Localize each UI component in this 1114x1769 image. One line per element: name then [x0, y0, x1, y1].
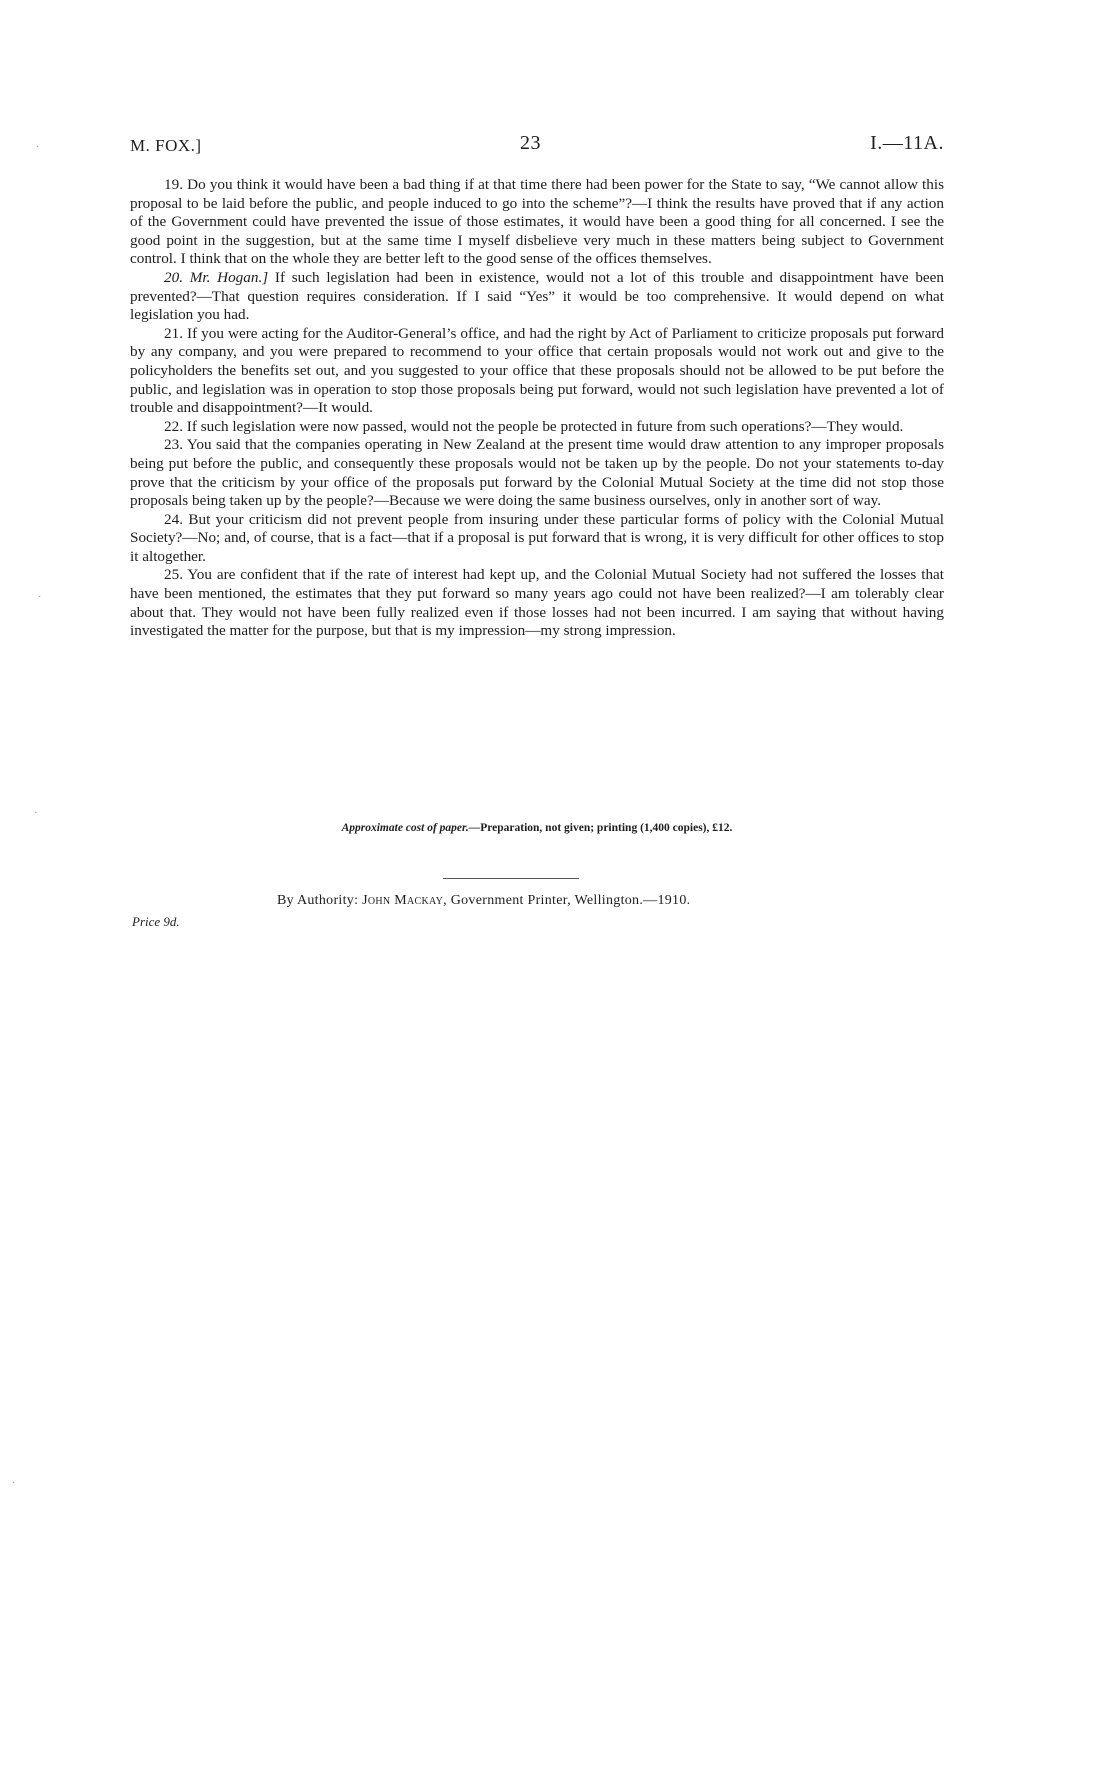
scan-speck: ·: [34, 808, 38, 819]
paragraph-text: 19. Do you think it would have been a bad thing if at that time there had been power for the State to say, “We cannot allow this proposal to be laid before the public, and people induced to go into the scheme”?—I think the results have proved that if any action of the Government could have prevented the issue of those estimates, it would have been a good thing for all concerned. I see the good point in the suggestion, but at the same time I myself disbelieve very much in these matters being subject to Government control. I think that on the whole they are better left to the good sense of the offices themselves.: [130, 176, 944, 268]
speaker-label: 20. Mr. Hogan.]: [164, 268, 269, 286]
paragraph-25: [130, 566, 944, 640]
page-number: 23: [520, 132, 541, 154]
paragraph-22: [130, 418, 944, 437]
scan-speck: ·: [38, 592, 42, 603]
paragraph-text: 24. But your criticism did not prevent people from insuring under these particular forms of policy with the Colonial Mutual Society?—No; and, of course, that is a fact—that if a proposal is put forward that is wrong, it is very difficult for other offices to stop it altogether.: [130, 510, 944, 565]
cost-note: [130, 822, 944, 834]
body-text: [130, 176, 944, 641]
paragraph-text: 22. If such legislation were now passed, would not the people be protected in future from such operations?—They would.: [164, 417, 904, 435]
printer-imprint: [277, 893, 690, 909]
document-reference: I.—11A.: [870, 132, 944, 154]
authority-prefix: By Authority:: [277, 893, 363, 908]
authority-suffix: , Government Printer, Wellington.—1910.: [443, 893, 691, 908]
paragraph-20: [130, 269, 944, 325]
paragraph-23: [130, 436, 944, 510]
cost-label: Approximate cost of paper.: [341, 822, 469, 834]
scan-speck: ·: [12, 1478, 16, 1489]
paragraph-24: [130, 511, 944, 567]
paragraph-19: [130, 176, 944, 269]
footer-divider: [443, 878, 579, 879]
price-note: Price 9d.: [132, 914, 180, 929]
paragraph-text: 21. If you were acting for the Auditor-General’s office, and had the right by Act of Parliament to criticize proposals put forward by any company, and you were prepared to recommend to your office that certain proposals would not work out and give to the policyholders the benefits set out, and you suggested to your office that these proposals should not be allowed to be put before the public, and legislation was in operation to stop those proposals being put forward, would not such legislation have prevented a lot of trouble and disappointment?—It would.: [130, 324, 944, 417]
paragraph-21: [130, 325, 944, 418]
page-header: [130, 132, 944, 162]
paragraph-text: 23. You said that the companies operating in New Zealand at the present time would draw attention to any improper proposals being put before the public, and consequently these proposals would not be taken up by the people. Do not your statements to-day prove that the criticism by your office of the proposals put forward by the Colonial Mutual Society at the time did not stop those proposals being taken up by the people?—Because we were doing the same business ourselves, only in another sort of way.: [130, 436, 944, 510]
cost-text: —Preparation, not given; printing (1,400 copies), £12.: [468, 822, 733, 834]
scan-speck: ·: [36, 142, 40, 153]
printer-name: John Mackay: [362, 893, 444, 908]
header-witness: M. FOX.]: [130, 136, 202, 155]
paragraph-text: 25. You are confident that if the rate of interest had kept up, and the Colonial Mutual Society had not suffered the losses that have been mentioned, the estimates that they put forward so many years ago could not have been realized?—I am tolerably clear about that. They would not have been fully realized even if those losses had not been incurred. I am saying that without having investigated the matter for the purpose, but that is my impression—my strong impression.: [130, 566, 944, 640]
paragraph-text: If such legislation had been in existence, would not a lot of this trouble and disappointment have been prevented?—That question requires consideration. If I said “Yes” it would be too comprehensive. It would depend on what legislation you had.: [130, 268, 944, 324]
